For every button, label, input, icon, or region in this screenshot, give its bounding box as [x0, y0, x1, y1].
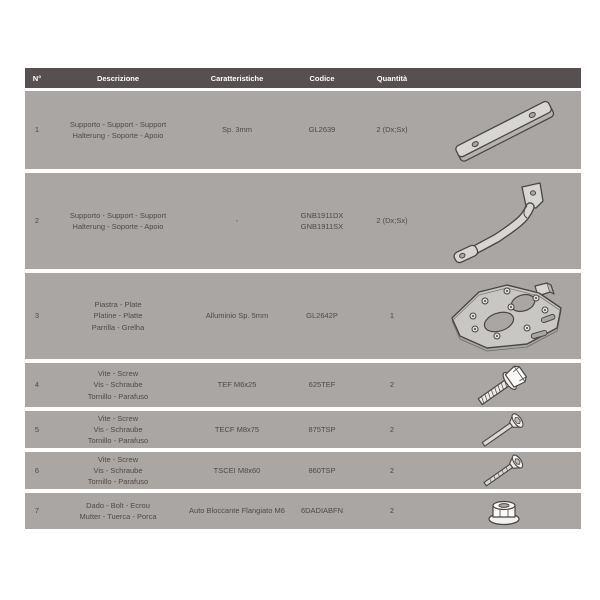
code-line: 6DADIABFN	[300, 506, 344, 516]
quantity-cell: 1	[389, 311, 395, 321]
header-number: N°	[32, 73, 42, 83]
quantity-cell: 2 (Dx;Sx)	[376, 125, 408, 135]
description-line: Vite - Screw	[97, 369, 139, 379]
description-line: Tornillo - Parafuso	[87, 391, 149, 401]
header-characteristics: Caratteristiche	[210, 73, 264, 83]
characteristics-cell: Auto Bloccante Flangiato M6	[189, 506, 285, 516]
quantity-cell: 2	[389, 424, 395, 434]
flange-nut-icon	[476, 495, 532, 527]
code-line: GNB1911DX	[300, 210, 344, 220]
mounting-plate-icon	[437, 276, 571, 356]
description-line: Halterung - Soporte - Apoio	[72, 222, 164, 231]
description-cell	[49, 210, 187, 233]
code-cell	[287, 465, 357, 476]
flat-support-bar-icon	[442, 97, 566, 163]
characteristics-cell: Sp. 3mm	[221, 125, 252, 135]
code-line: 875TSP	[308, 424, 336, 434]
header-code: Codice	[309, 73, 335, 83]
row-number: 7	[34, 506, 40, 516]
illustration-cell	[427, 276, 581, 356]
code-cell	[287, 379, 357, 390]
table-row	[25, 493, 581, 529]
table-row	[25, 91, 581, 169]
description-line: Vis - Schraube	[93, 380, 143, 390]
parts-table	[25, 68, 581, 533]
description-line: Tornillo - Parafuso	[87, 436, 149, 446]
description-line: Platine - Platte	[93, 311, 143, 321]
code-line: 625TEF	[308, 380, 336, 390]
description-line: Vis - Schraube	[93, 424, 143, 434]
row-number: 4	[34, 380, 40, 390]
description-cell	[49, 119, 187, 142]
code-cell	[287, 424, 357, 435]
code-line: GL2639	[308, 125, 336, 135]
illustration-cell	[427, 97, 581, 163]
table-row	[25, 411, 581, 448]
header-description: Descrizione	[96, 73, 140, 83]
socket-screw-icon	[473, 454, 535, 488]
countersunk-screw-icon	[473, 413, 535, 447]
description-line: Dado - Bolt - Ecrou	[86, 500, 150, 510]
row-number: 5	[34, 424, 40, 434]
description-line: Parrilla - Grelha	[91, 322, 145, 332]
quantity-cell: 2	[389, 506, 395, 516]
table-row	[25, 273, 581, 359]
characteristics-cell: TECF M8x75	[214, 424, 260, 434]
illustration-cell	[427, 177, 581, 265]
illustration-cell	[427, 364, 581, 406]
code-cell	[287, 505, 357, 516]
flanged-hex-screw-icon	[467, 364, 541, 406]
quantity-cell: 2	[389, 380, 395, 390]
illustration-cell	[427, 413, 581, 447]
description-line: Piastra - Plate	[94, 300, 142, 310]
characteristics-cell: TEF M6x25	[217, 380, 257, 390]
tube-support-bracket-icon	[449, 177, 559, 265]
code-cell	[287, 210, 357, 233]
description-line: Vite - Screw	[97, 413, 139, 423]
description-line: Tornillo - Parafuso	[87, 477, 149, 487]
description-cell	[49, 500, 187, 523]
description-line: Supporto - Support - Support	[69, 119, 167, 129]
table-row	[25, 363, 581, 407]
code-line: GL2642P	[306, 311, 338, 321]
description-line: Supporto - Support - Support	[69, 210, 167, 220]
description-line: Vite - Screw	[97, 454, 139, 464]
row-number: 1	[34, 125, 40, 135]
characteristics-cell: TSCEI M8x60	[213, 465, 261, 475]
table-row	[25, 173, 581, 269]
code-cell	[287, 310, 357, 321]
description-cell	[49, 368, 187, 402]
description-line: Vis - Schraube	[93, 465, 143, 475]
characteristics-cell: -	[235, 216, 239, 226]
header-quantity: Quantità	[376, 73, 408, 83]
description-cell	[49, 413, 187, 447]
quantity-cell: 2	[389, 465, 395, 475]
illustration-cell	[427, 454, 581, 488]
description-line: Halterung - Soporte - Apoio	[72, 131, 164, 140]
code-cell	[287, 124, 357, 135]
row-number: 6	[34, 465, 40, 475]
description-cell	[49, 299, 187, 333]
description-cell	[49, 454, 187, 488]
quantity-cell: 2 (Dx;Sx)	[376, 216, 408, 226]
row-number: 3	[34, 311, 40, 321]
characteristics-cell: Alluminio Sp. 5mm	[205, 311, 269, 321]
code-line: GNB1911SX	[300, 222, 344, 231]
row-number: 2	[34, 216, 40, 226]
illustration-cell	[427, 495, 581, 527]
description-line: Mutter - Tuerca - Porca	[79, 512, 157, 521]
table-header-row	[25, 68, 581, 88]
table-row	[25, 452, 581, 489]
code-line: 860TSP	[308, 465, 336, 475]
